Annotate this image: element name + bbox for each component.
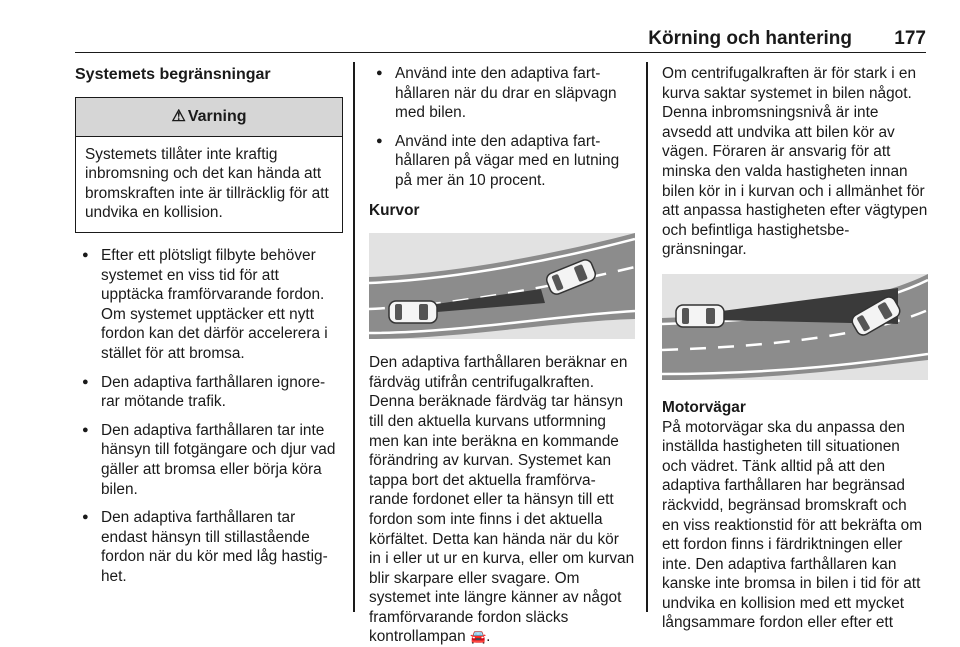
section-title: Körning och hantering [648, 28, 852, 49]
curve-illustration [369, 233, 635, 339]
car-indicator-icon: 🚘 [469, 629, 487, 645]
warning-text: Systemets tillåter inte kraftig inbromsning och det kan hända att bromskraften inte är tillräcklig för att undvika en kollision. [85, 145, 329, 222]
warning-triangle-icon: ⚠ [171, 107, 186, 125]
warning-title-bar [76, 98, 342, 137]
curve-road-graphic-2 [662, 274, 928, 380]
list-item: ● Använd inte den adaptiva fart-hållaren när du drar en släpvagn med bilen. [369, 64, 635, 123]
motorways-paragraph: På motorvägar ska du anpassa den inställda hastigheten till situationen och vädret. Tänk alltid på att den adaptiva farthållaren har begränsad räckvidd, begränsad bromskraft och en viss reaktionstid för att bekräfta om ett fordon finns i färdriktningen eller inte. Den adaptiva farthållaren kan kanske inte bromsa in bilen i tid för att undvika en kollision med ett mycket långsammare fordon eller efter ett [662, 418, 923, 632]
section-heading: Systemets begränsningar [75, 66, 271, 83]
page-number: 177 [894, 28, 926, 49]
list-item: ● Använd inte den adaptiva fart-hållaren på vägar med en lutning på mer än 10 procent. [369, 132, 635, 191]
warning-box [75, 97, 343, 233]
list-item: ● Den adaptiva farthållaren tar inte hänsyn till fotgängare och djur vad gäller att bromsa eller börja köra bilen. [75, 421, 343, 499]
list-item: ● Den adaptiva farthållaren tar endast hänsyn till stillastående fordon när du kör med låg hastig-het. [75, 508, 343, 586]
column-3 [662, 64, 928, 633]
list-item: ● Efter ett plötsligt filbyte behöver systemet en viss tid för att upptäcka framförvarande fordon. Om systemet upptäcker ett nytt fordon kan det därför accelerera i stället för att bromsa. [75, 246, 343, 364]
curves-text: Den adaptiva farthållaren beräknar en färdväg utifrån centrifugalkraften. Denna beräknade färdväg tar hänsyn till den aktuella kurvans utformning men kan inte beräkna en kommande förändring av kurvan. Systemet kan tappa bort det aktuella framförva-rande fordonet eller ta hänsyn till ett fordon som inte finns i det aktuella körfältet. Detta kan hända när du kör in i eller ut ur en kurva, eller om kurvan blir skarpare eller svagare. Om systemet inte längre känner av något framförvarande fordon släcks kontrollampan [369, 354, 635, 646]
subheading-curves: Kurvor [369, 201, 420, 219]
list-item: ● Den adaptiva farthållaren ignore-rar mötande trafik. [75, 373, 343, 412]
curves-paragraph [369, 353, 635, 647]
column-2 [369, 64, 635, 647]
curve-illustration-2 [662, 274, 928, 380]
limitations-list [75, 246, 343, 587]
punctuation: . [486, 628, 491, 646]
subheading-motorways: Motorvägar [662, 398, 746, 416]
usage-list [369, 64, 635, 191]
centrifugal-paragraph: Om centrifugalkraften är för stark i en kurva saktar systemet in bilen något. Denna inbromsningsnivå är inte avsedd att undvika att bilen kör av vägen. Föraren är ansvarig för att minska den valda hastigheten innan bilen kör in i kurvan och i allmänhet för att anpassa hastigheten efter vägtypen och befintliga hastighetsbe-gränsningar. [662, 65, 928, 259]
column-divider [353, 62, 355, 612]
page-header [75, 26, 926, 53]
warning-title: Varning [187, 107, 247, 125]
curve-road-graphic [369, 233, 635, 339]
column-1 [75, 64, 343, 595]
column-divider [646, 62, 648, 612]
